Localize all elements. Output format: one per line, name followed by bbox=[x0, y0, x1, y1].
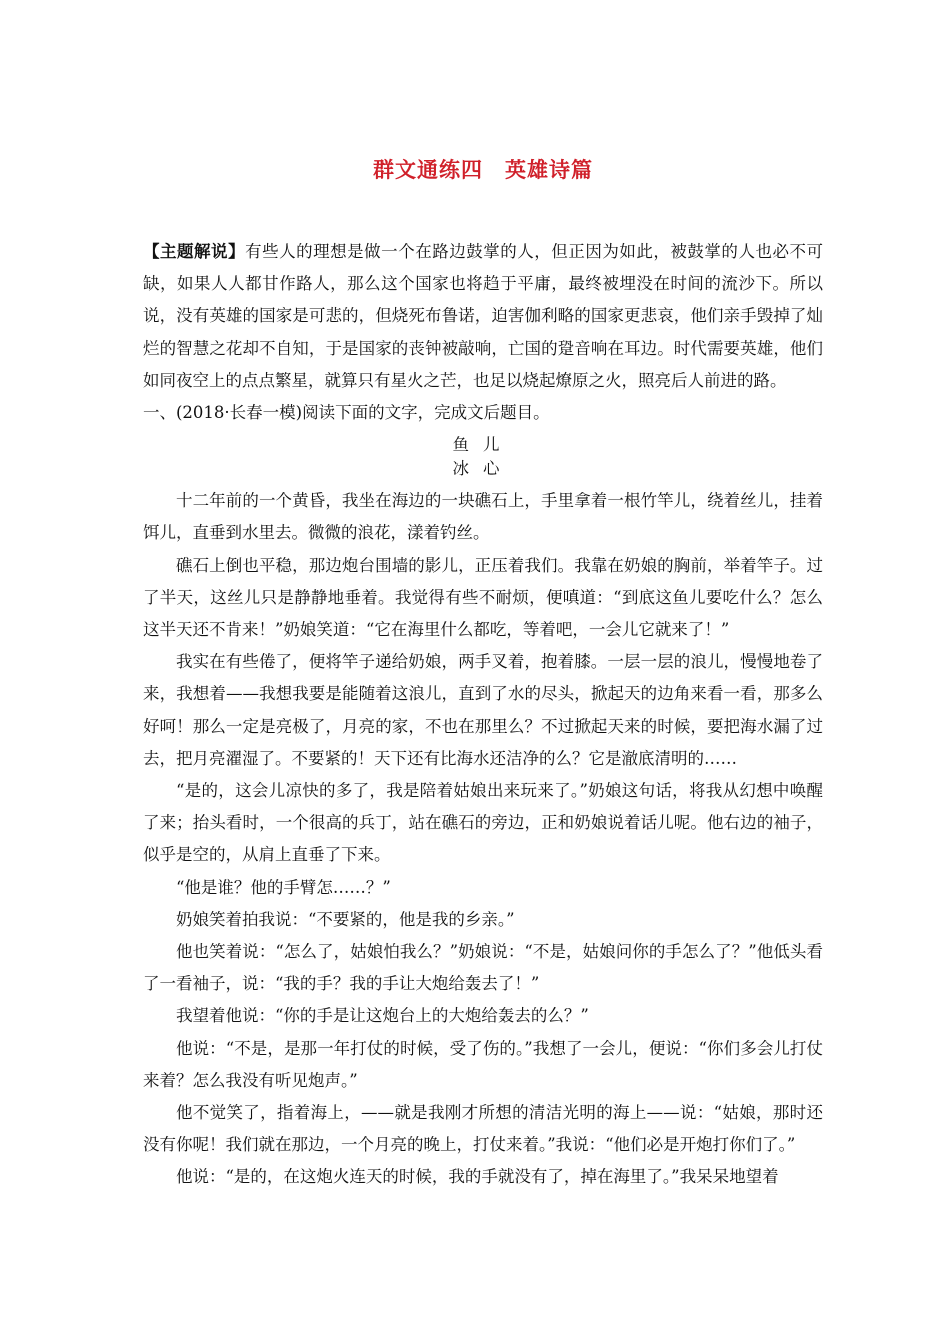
intro-text: 有些人的理想是做一个在路边鼓掌的人，但正因为如此，被鼓掌的人也必不可缺，如果人人都甘作路人，那么这个国家也将趋于平庸，最终被埋没在时间的流沙下。所以说，没有英雄的国家是可悲的，但烧死布鲁诺，迫害伽利略的国家更悲哀，他们亲手毁掉了灿烂的智慧之花却不自知，于是国家的丧钟被敲响，亡国的跫音响在耳边。时代需要英雄，他们如同夜空上的点点繁星，就算只有星火之芒，也足以烧起燎原之火，照亮后人前进的路。 bbox=[143, 242, 824, 390]
page-title bbox=[143, 150, 823, 190]
intro-label: 【主题解说】 bbox=[143, 242, 246, 261]
title-part-2: 英雄诗篇 bbox=[505, 157, 593, 182]
story-paragraph-10: 他不觉笑了，指着海上，——就是我刚才所想的清洁光明的海上——说：“姑娘，那时还没有你呢！我们就在那边，一个月亮的晚上，打仗来着。”我说：“他们必是开炮打你们了。” bbox=[143, 1103, 823, 1155]
story-author: 冰心 bbox=[452, 459, 514, 479]
story-paragraph-11: 他说：“是的，在这炮火连天的时候，我的手就没有了，掉在海里了。”我呆呆地望着 bbox=[176, 1167, 779, 1187]
intro-paragraph bbox=[143, 236, 823, 397]
question-heading: 一、(2018·长春一模)阅读下面的文字，完成文后题目。 bbox=[143, 403, 550, 423]
story-paragraph-2: 礁石上倒也平稳，那边炮台围墙的影儿，正压着我们。我靠在奶娘的胸前，举着竿子。过了半天，这丝儿只是静静地垂着。我觉得有些不耐烦，便嗔道：“到底这鱼儿要吃什么？怎么这半天还不肯来！”奶娘笑道：“它在海里什么都吃，等着吧，一会儿它就来了！” bbox=[143, 555, 823, 640]
story-paragraph-3: 我实在有些倦了，便将竿子递给奶娘，两手叉着，抱着膝。一层一层的浪儿，慢慢地卷了来，我想着——我想我要是能随着这浪儿，直到了水的尽头，掀起天的边角来看一看，那多么好呵！那么一定是亮极了，月亮的家，不也在那里么？不过掀起天来的时候，要把海水漏了过去，把月亮濯湿了。不要紧的！天下还有比海水还洁净的么？它是澈底清明的…… bbox=[143, 652, 823, 768]
story-paragraph-8: 我望着他说：“你的手是让这炮台上的大炮给轰去的么？” bbox=[176, 1006, 589, 1026]
story-paragraph-7: 他也笑着说：“怎么了，姑娘怕我么？”奶娘说：“不是，姑娘问你的手怎么了？”他低头看了一看袖子，说：“我的手？我的手让大炮给轰去了！” bbox=[143, 942, 823, 994]
story-paragraph-1: 十二年前的一个黄昏，我坐在海边的一块礁石上，手里拿着一根竹竿儿，绕着丝儿，挂着饵儿，直垂到水里去。微微的浪花，漾着钓丝。 bbox=[143, 491, 823, 543]
story-paragraph-9: 他说：“不是，是那一年打仗的时候，受了伤的。”我想了一会儿，便说：“你们多会儿打仗来着？怎么我没有听见炮声。” bbox=[143, 1038, 823, 1090]
story-title: 鱼儿 bbox=[452, 435, 514, 455]
story-paragraph-4: “是的，这会儿凉快的多了，我是陪着姑娘出来玩来了。”奶娘这句话，将我从幻想中唤醒了来；抬头看时，一个很高的兵丁，站在礁石的旁边，正和奶娘说着话儿呢。他右边的袖子，似乎是空的，从肩上直垂了下来。 bbox=[143, 781, 823, 865]
story-paragraph-6: 奶娘笑着拍我说：“不要紧的，他是我的乡亲。” bbox=[176, 909, 515, 929]
story-paragraph-5: “他是谁？他的手臂怎……？” bbox=[176, 877, 391, 897]
document-page bbox=[143, 150, 823, 1194]
title-part-1: 群文通练四 bbox=[373, 157, 483, 182]
